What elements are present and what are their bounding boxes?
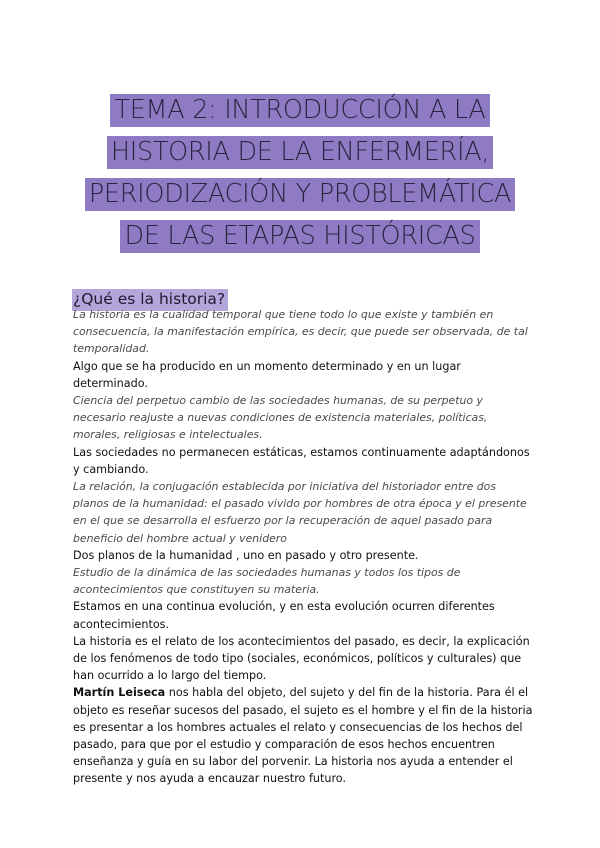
paragraph-definition-2: Ciencia del perpetuo cambio de las sociedades humanas, de su perpetuo y necesario reajuste a nuevas condiciones de existencia materiales, políticas, morales, religiosas e intelectuales. (73, 394, 488, 442)
paragraph-definition-3: La relación, la conjugación establecida por iniciativa del historiador entre dos planos de la humanidad: el pasado vivido por hombres de otra época y el presente en el que se desarrolla el esfuerzo por la recuperación de aquel pasado para beneficio del hombre actual y venidero (73, 480, 527, 545)
paragraph-note-2: Las sociedades no permanecen estáticas, estamos continuamente adaptándonos y cambiando. (73, 445, 530, 476)
paragraph-note-4: Estamos en una continua evolución, y en esta evolución ocurren diferentes acontecimientos. (73, 600, 495, 631)
document-body (73, 306, 533, 788)
paragraph-note-5: La historia es el relato de los acontecimientos del pasado, es decir, la explicación de los fenómenos de todo tipo (sociales, económicos, políticos y culturales) que han ocurrido a lo largo del tiempo. (73, 634, 530, 683)
paragraph-leiseca-text: nos habla del objeto, del sujeto y del fin de la historia. Para él el objeto es reseñar sucesos del pasado, el sujeto es el hombre y el fin de la historia es presentar a los hombres actuales el relato y consecuencias de los hechos del pasado, para que por el estudio y comparación de esos hechos encuentren enseñanza y guía en su labor del porvenir. La historia nos ayuda a entender el presente y nos ayuda a encauzar nuestro futuro. (73, 686, 533, 786)
author-name: Martín Leiseca (73, 686, 166, 700)
paragraph-definition-1: La historia es la cualidad temporal que tiene todo lo que existe y también en consecuencia, la manifestación empírica, es decir, que puede ser observada, de tal temporalidad. (73, 308, 528, 356)
section-heading: ¿Qué es la historia? (72, 289, 228, 311)
title-line-2: HISTORIA DE LA ENFERMERÍA, (107, 136, 493, 169)
paragraph-note-1: Algo que se ha producido en un momento determinado y en un lugar determinado. (73, 359, 461, 390)
title-line-3: PERIODIZACIÓN Y PROBLEMÁTICA (85, 178, 515, 211)
title-line-1: TEMA 2: INTRODUCCIÓN A LA (110, 94, 489, 127)
document-title (60, 89, 540, 257)
title-line-4: DE LAS ETAPAS HISTÓRICAS (120, 220, 479, 253)
paragraph-leiseca (73, 684, 533, 787)
paragraph-definition-4: Estudio de la dinámica de las sociedades humanas y todos los tipos de acontecimientos que constituyen su materia. (73, 566, 461, 597)
paragraph-note-3: Dos planos de la humanidad , uno en pasado y otro presente. (73, 548, 419, 562)
